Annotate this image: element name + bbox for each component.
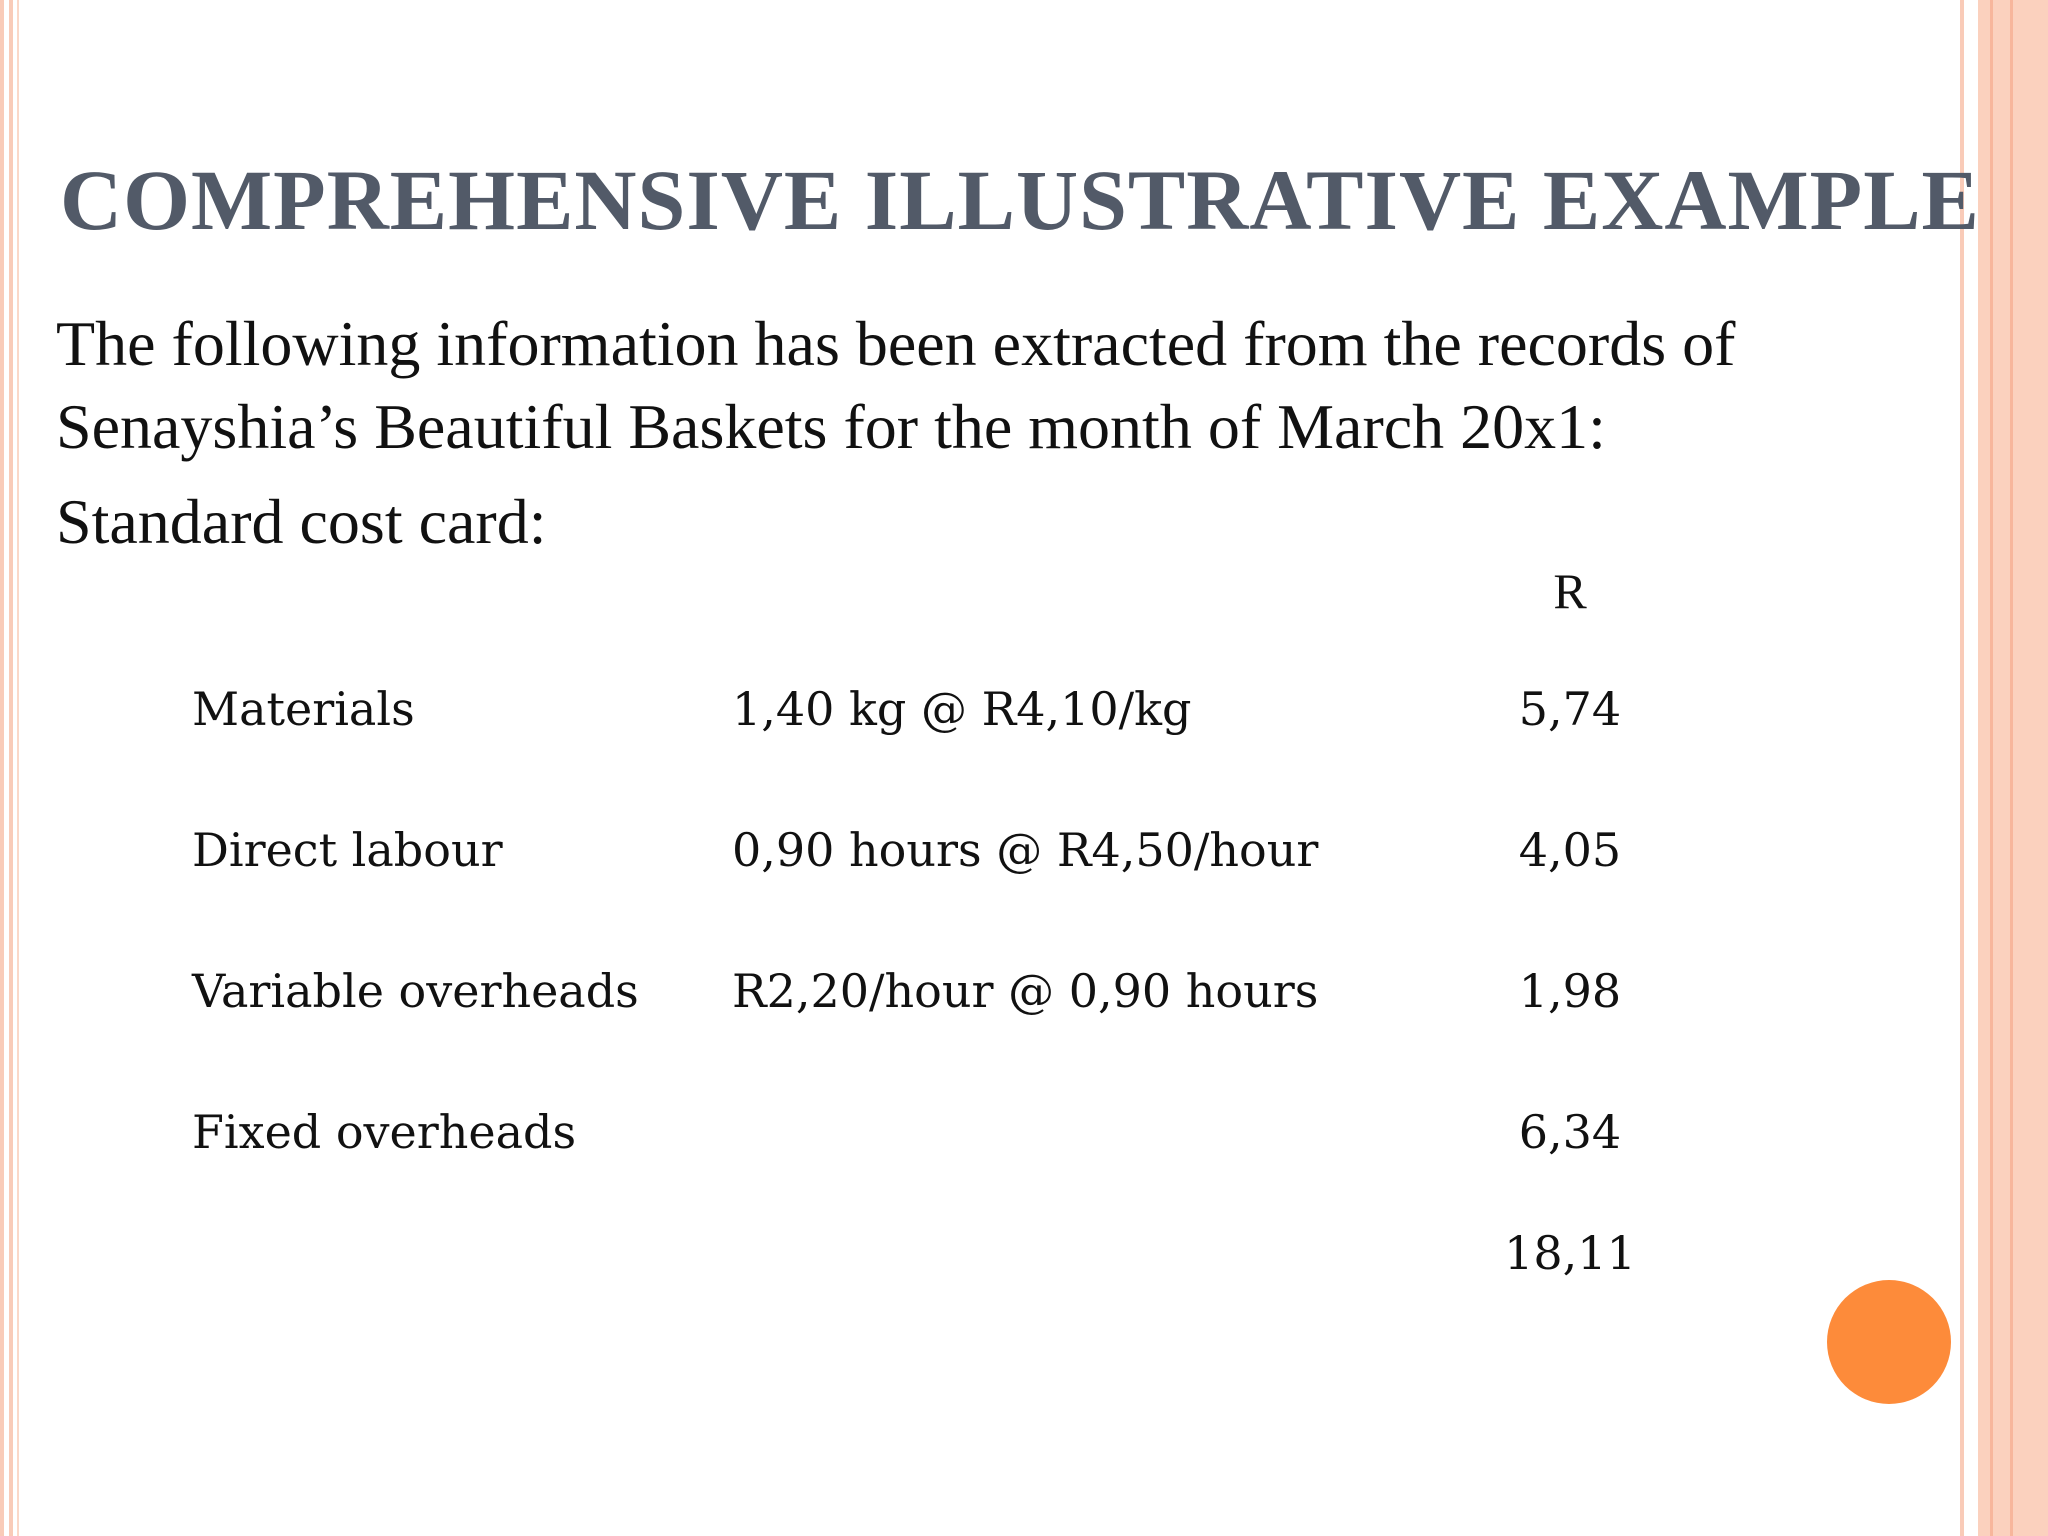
cost-amount: 6,34 bbox=[1518, 1105, 1622, 1159]
cost-amount: 5,74 bbox=[1518, 682, 1622, 736]
cost-item-label: Variable overheads bbox=[192, 964, 639, 1018]
intro-line: Senayshia’s Beautiful Baskets for the month of March 20x1: bbox=[56, 391, 1606, 462]
decorative-circle bbox=[1827, 1280, 1951, 1404]
cost-item-label: Fixed overheads bbox=[192, 1105, 577, 1159]
cost-total: 18,11 bbox=[1504, 1226, 1636, 1280]
cost-basis: 0,90 hours @ R4,50/hour bbox=[732, 823, 1319, 877]
cost-basis: 1,40 kg @ R4,10/kg bbox=[732, 682, 1192, 736]
intro-line: The following information has been extracted from the records of bbox=[56, 308, 1736, 379]
slide-title-text: COMPREHENSIVE ILLUSTRATIVE EXAMPLE bbox=[60, 152, 1980, 248]
cost-item-label: Materials bbox=[192, 682, 415, 736]
cost-item-label: Direct labour bbox=[192, 823, 503, 877]
cost-amount: 4,05 bbox=[1518, 823, 1622, 877]
cost-card-heading: Standard cost card: bbox=[56, 486, 547, 557]
currency-header: R bbox=[1553, 563, 1587, 619]
cost-amount: 1,98 bbox=[1518, 964, 1622, 1018]
cost-basis: R2,20/hour @ 0,90 hours bbox=[732, 964, 1319, 1018]
